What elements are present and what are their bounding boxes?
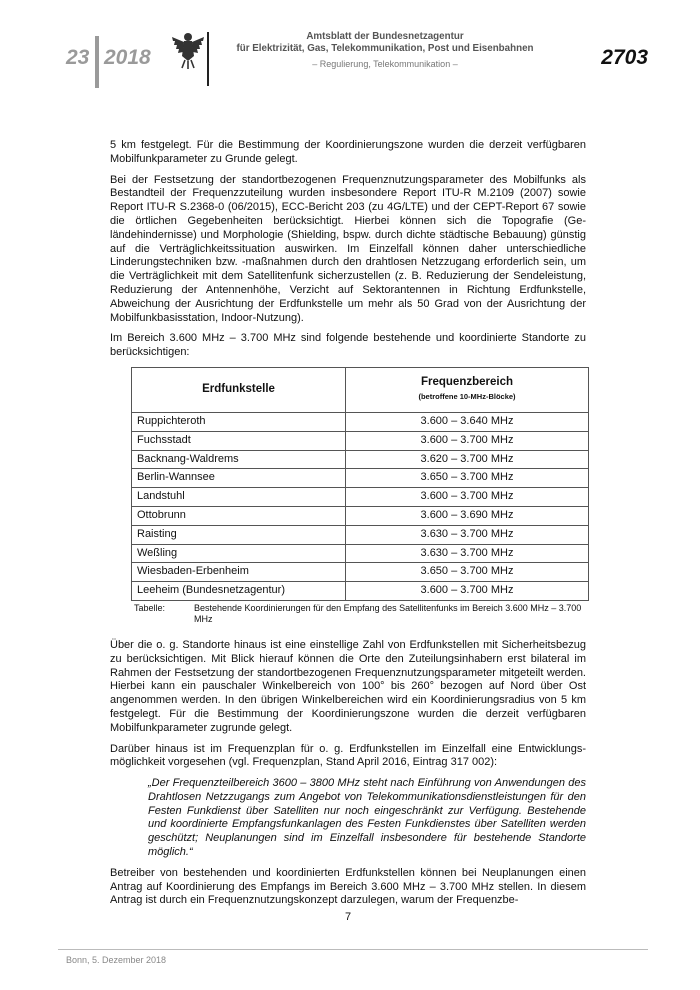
frequency-cell: 3.600 – 3.700 MHz	[346, 431, 589, 450]
frequency-cell: 3.650 – 3.700 MHz	[346, 469, 589, 488]
table-caption-text: Bestehende Koordinierungen für den Empfang des Satellitenfunks im Bereich 3.600 MHz – 3.700 MHz	[194, 602, 582, 624]
footer-divider	[58, 949, 648, 950]
table-row	[132, 431, 589, 450]
earth-station-table	[131, 367, 589, 601]
table-row	[132, 525, 589, 544]
column-header-station: Erdfunkstelle	[132, 367, 346, 412]
frequency-cell: 3.600 – 3.690 MHz	[346, 506, 589, 525]
column-header-frequency-sub: (betroffene 10-MHz-Blöcke)	[418, 392, 516, 402]
table-row	[132, 506, 589, 525]
internal-page-number: 7	[344, 911, 352, 924]
frequency-cell: 3.630 – 3.700 MHz	[346, 544, 589, 563]
issue-year: 2018	[104, 46, 151, 69]
paragraph-2: Bei der Festsetzung der standortbezogenen Frequenznutzungsparameter des Mobilfunks als Bestandteil der Frequenzzuteilung wurden insbesondere Report ITU-R M.2109 (2007) sowie Report ITU-R S.2368-0 (06/2015), ECC-Bericht 203 (zu 4G/LTE) und der CEPT-Report 67 sowie die örtlichen Gegebenheiten berücksichtigt. Hierbei können sich die Topografie (Geländehindernisse) und Morphologie (Shielding, bspw. durch dichte städtische Bebauung) günstig auf die Verträglichkeitssituation auswirken. Im Einzelfall können daher unterschiedliche Linderungstechniken bzw. -maßnahmen durch den drahtlosen Netzzugang erforderlich sein, um die Verträglichkeit mit dem Satellitenfunk sicherzustellen (z. B. Reduzierung der Sendeleistung, Reduzierung der Antennenhöhe, Verzicht auf Sektorantennen in Richtung Erdfunkstelle, Abweichung der Ausrichtung der Erdfunkstelle um mehr als 50 Grad von der Ausrichtung der Mobilfunkbasisstation, Indoor-Nutzung).	[110, 173, 586, 324]
station-cell: Leeheim (Bundesnetzagentur)	[132, 582, 346, 601]
quote-block: „Der Frequenzteilbereich 3600 – 3800 MHz steht nach Einführung von Anwendungen des Drahtlosen Netzzugangs zum Angebot von Telekommunikationsdienstleistungen für den Festen Funkdienst über Satelliten nur noch eingeschränkt zur Verfügung. Bestehende und koordinierte Empfangsfunkanlagen des Festen Funkdienstes über Satelliten werden geschützt; Neuplanungen sind im Einzelfall insbesondere für bestehende Standorte möglich.“	[148, 777, 586, 859]
column-header-frequency	[346, 367, 589, 412]
frequency-cell: 3.600 – 3.700 MHz	[346, 488, 589, 507]
station-cell: Landstuhl	[132, 488, 346, 507]
publication-subtitle: – Regulierung, Telekommunikation –	[312, 59, 458, 69]
station-cell: Berlin-Wannsee	[132, 469, 346, 488]
frequency-cell: 3.630 – 3.700 MHz	[346, 525, 589, 544]
paragraph-6: Betreiber von bestehenden und koordinierten Erdfunkstellen können bei Neuplanungen einen Antrag auf Koordinierung des Empfangs im Bereich 3.600 MHz – 3.700 MHz stellen. In diesem Antrag ist durch ein Frequenznutzungskonzept darzulegen, warum der Frequenzbe-	[110, 866, 586, 907]
station-cell: Ottobrunn	[132, 506, 346, 525]
frequency-cell: 3.600 – 3.640 MHz	[346, 412, 589, 431]
paragraph-3: Im Bereich 3.600 MHz – 3.700 MHz sind folgende bestehende und koordinierte Standorte zu berücksichtigen:	[110, 332, 586, 359]
header-divider	[207, 32, 209, 86]
issue-divider	[95, 36, 99, 88]
table-header-row	[132, 367, 589, 412]
station-cell: Backnang-Waldrems	[132, 450, 346, 469]
publication-title-line1: Amtsblatt der Bundesnetzagentur	[306, 31, 464, 42]
table-row	[132, 563, 589, 582]
issue-number: 23	[66, 46, 90, 69]
frequency-cell: 3.600 – 3.700 MHz	[346, 582, 589, 601]
table-row	[132, 412, 589, 431]
table-row	[132, 544, 589, 563]
federal-eagle-icon	[171, 30, 205, 70]
table-caption	[134, 603, 586, 625]
table-row	[132, 582, 589, 601]
station-cell: Ruppichteroth	[132, 412, 346, 431]
table-row	[132, 488, 589, 507]
table-caption-label: Tabelle:	[134, 602, 166, 613]
paragraph-4: Über die o. g. Standorte hinaus ist eine einstellige Zahl von Erdfunkstellen mit Sicherheitsbezug zu berücksichtigen. Mit Blick hierauf können die Orte den Zuteilungsinhabern erst bilateral im Rahmen der Festsetzung der standortbezogenen Frequenznutzungsparameter mitgeteilt werden. Hierbei kann ein pauschaler Winkelbereich von 100° bis 260° bezogen auf Nord über Ost angenommen werden. In den übrigen Winkelbereichen wird ein Koordinierungsradius von 5 km festgelegt. Für die Bestimmung der Koordinierungszone wurden die derzeit verfügbaren Mobilfunkparameter zugrunde gelegt.	[110, 638, 586, 734]
footer-date: Bonn, 5. Dezember 2018	[66, 955, 167, 965]
main-content	[110, 139, 586, 925]
paragraph-1: 5 km festgelegt. Für die Bestimmung der Koordinierungszone wurden die derzeit verfügbaren Mobilfunkparameter zu Grunde gelegt.	[110, 139, 586, 165]
publication-title	[230, 31, 540, 55]
page-number: 2703	[601, 46, 648, 69]
station-cell: Raisting	[132, 525, 346, 544]
station-cell: Fuchsstadt	[132, 431, 346, 450]
station-cell: Wiesbaden-Erbenheim	[132, 563, 346, 582]
station-cell: Weßling	[132, 544, 346, 563]
paragraph-5: Darüber hinaus ist im Frequenzplan für o. g. Erdfunkstellen im Einzelfall eine Entwicklungsmöglichkeit vorgesehen (vgl. Frequenzplan, Stand April 2016, Eintrag 317 002):	[110, 742, 586, 769]
frequency-cell: 3.620 – 3.700 MHz	[346, 450, 589, 469]
column-header-frequency-title: Frequenzbereich	[420, 375, 514, 388]
table-row	[132, 450, 589, 469]
table-row	[132, 469, 589, 488]
frequency-cell: 3.650 – 3.700 MHz	[346, 563, 589, 582]
publication-title-line2: für Elektrizität, Gas, Telekommunikation, Post und Eisenbahnen	[236, 43, 534, 54]
